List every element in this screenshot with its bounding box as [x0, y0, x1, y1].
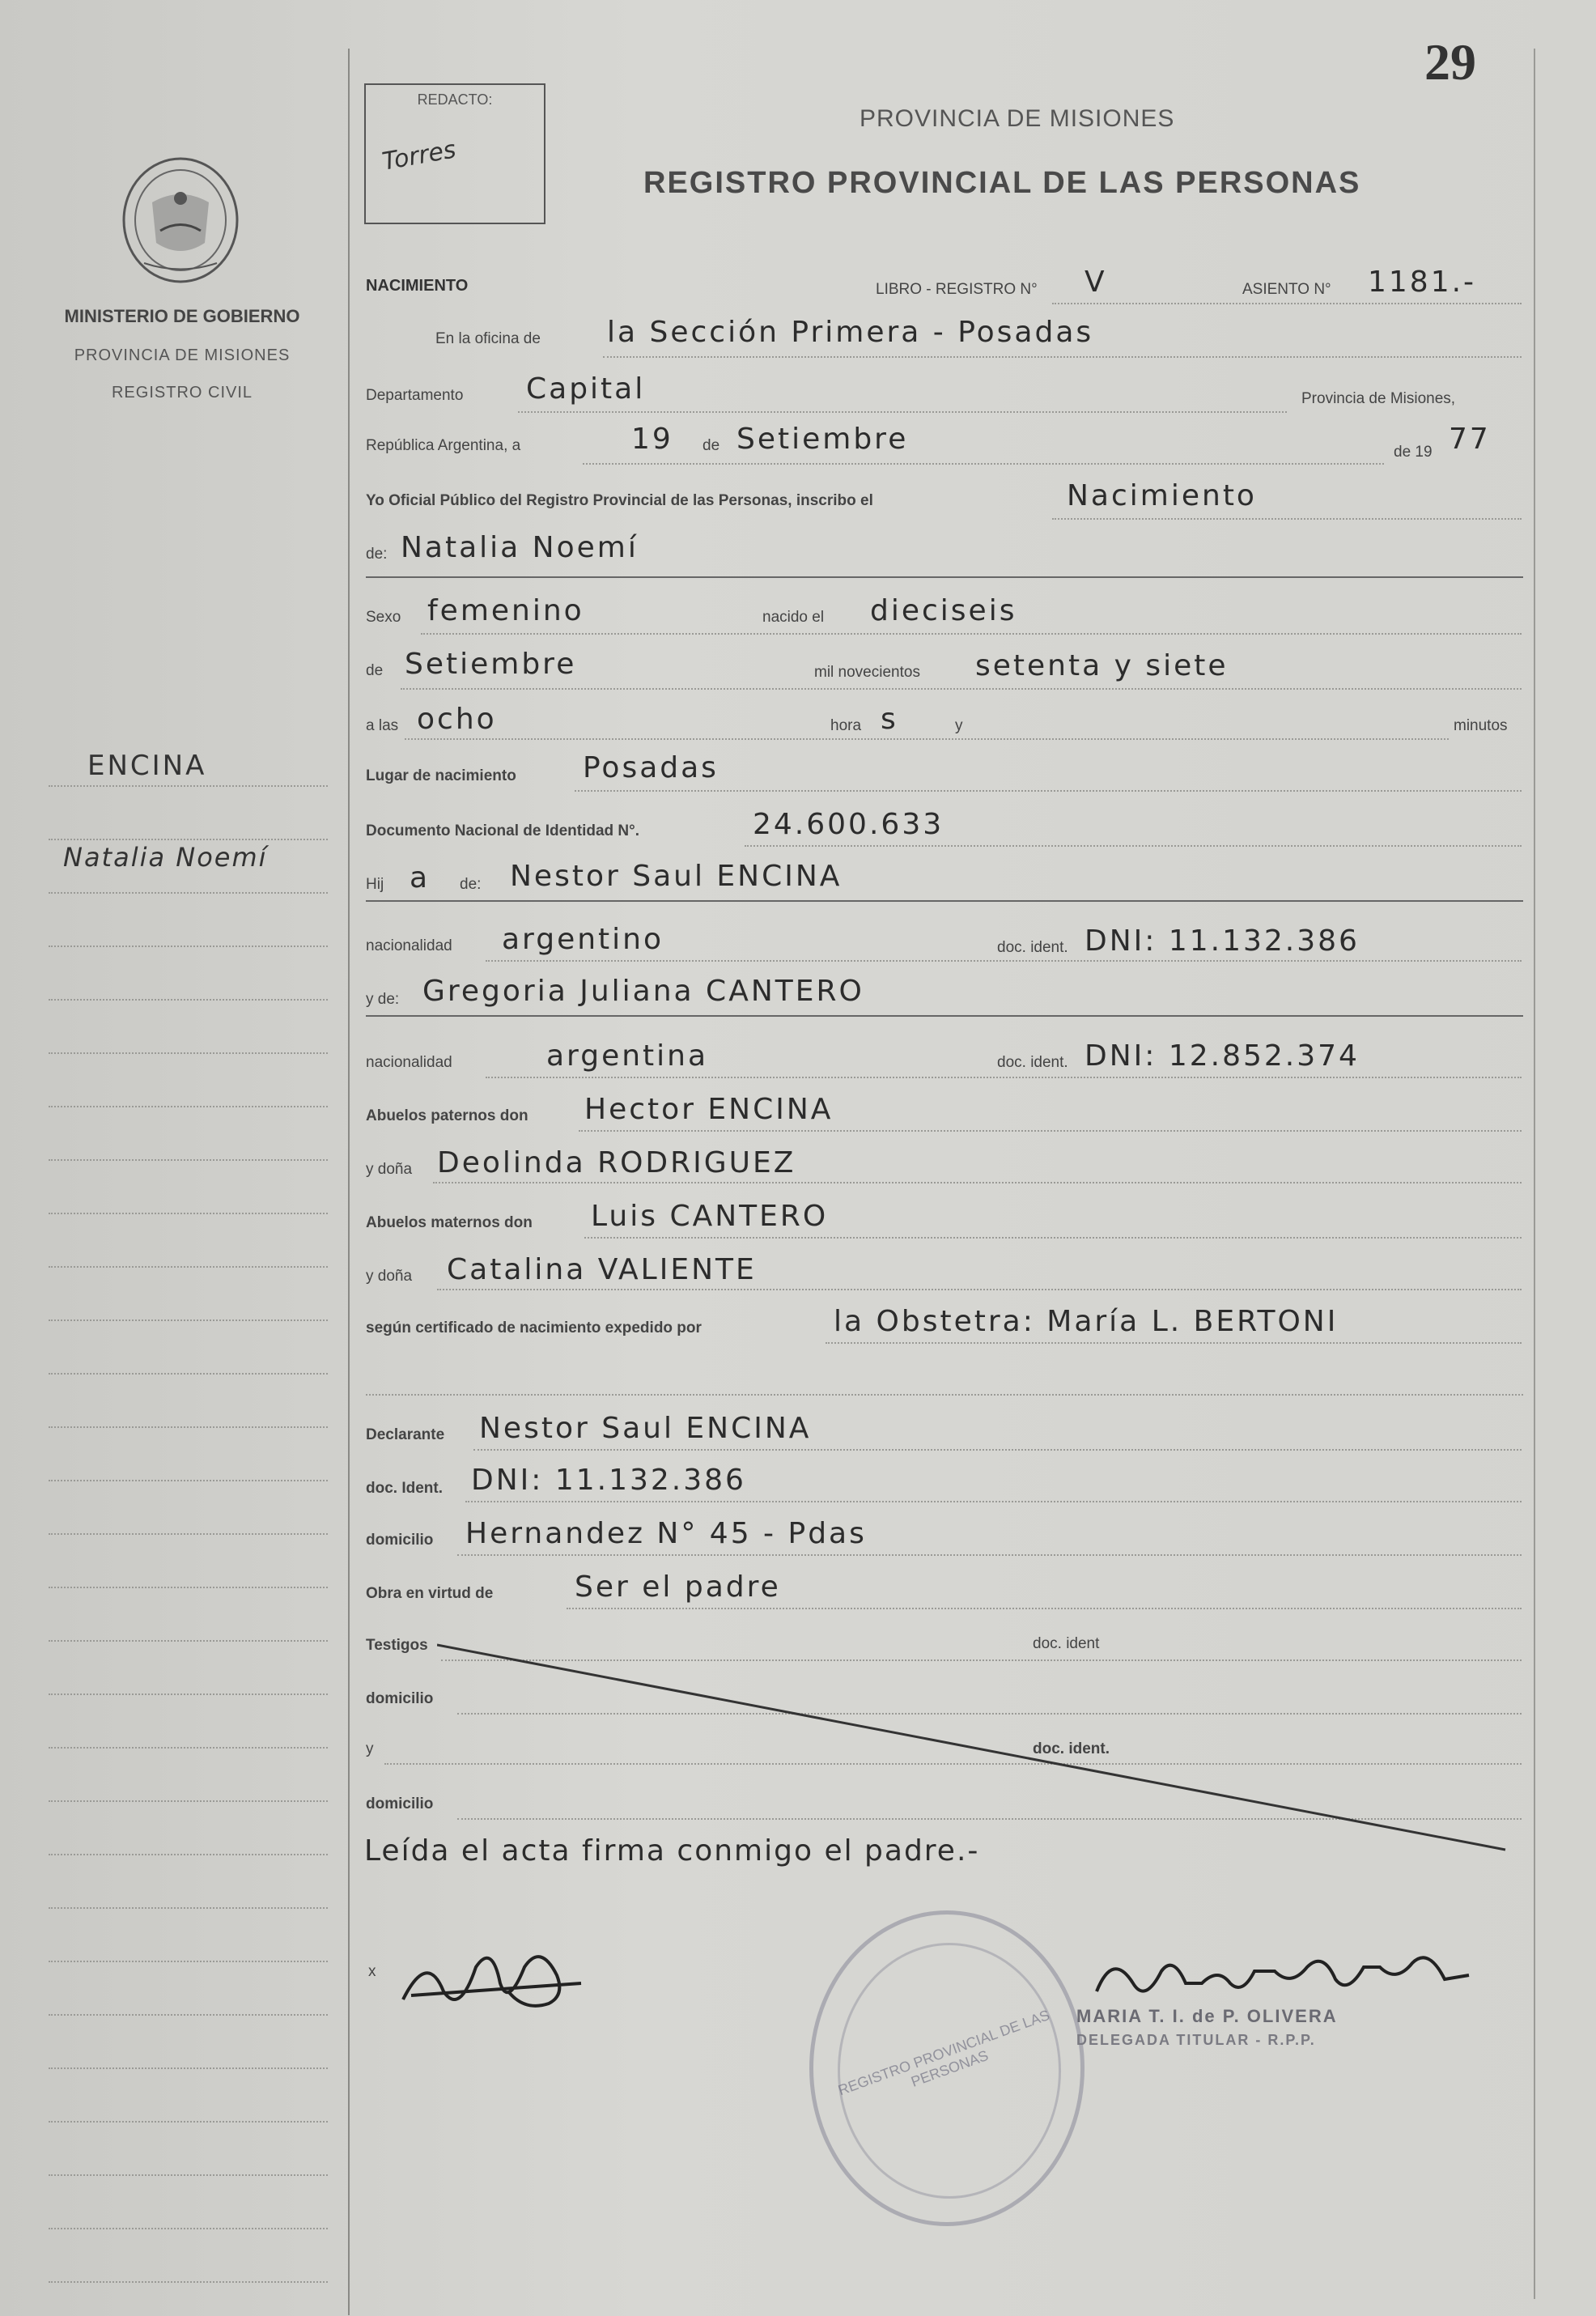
redacto-signature: Torres [380, 135, 459, 176]
child-of-de: de: [460, 876, 482, 893]
father-nationality-value: argentino [502, 923, 664, 956]
officer-title: DELEGADA TITULAR - R.P.P. [1076, 2032, 1316, 2048]
margin-ruled-line [49, 2014, 328, 2016]
born-month-label: de [366, 662, 384, 679]
paternal-grandfather-value: Hector ENCINA [584, 1093, 834, 1126]
margin-surname: ENCINA [87, 750, 207, 782]
margin-ruled-line [49, 1052, 328, 1054]
mother-value: Gregoria Juliana CANTERO [422, 975, 864, 1008]
asiento-label: ASIENTO N° [1242, 281, 1331, 298]
of-value: Natalia Noemí [401, 531, 639, 564]
child-of-gender: a [410, 861, 431, 895]
child-of-label: Hij [366, 876, 384, 893]
officer-statement: Yo Oficial Público del Registro Provincial de las Personas, inscribo el [366, 492, 873, 509]
father-doc-value: DNI: 11.132.386 [1085, 924, 1360, 958]
margin-ruled-line [49, 2067, 328, 2069]
witnesses-label: Testigos [366, 1637, 428, 1654]
republic-label: República Argentina, a [366, 437, 521, 454]
section-divider-father [366, 900, 1523, 902]
at-label: a las [366, 717, 399, 734]
born-month-value: Setiembre [405, 648, 577, 681]
closing-text: Leída el acta firma conmigo el padre.- [364, 1834, 980, 1868]
dni-label: Documento Nacional de Identidad N°. [366, 822, 640, 839]
libro-label: LIBRO - REGISTRO N° [876, 281, 1038, 298]
declarant-address-value: Hernandez N° 45 - Pdas [465, 1517, 867, 1550]
paternal-grandmother-value: Deolinda RODRIGUEZ [437, 1146, 796, 1179]
margin-ruled-line [49, 1480, 328, 1481]
month-value: Setiembre [736, 423, 909, 456]
sex-value: femenino [427, 594, 584, 627]
margin-ruled-line [49, 785, 328, 787]
margin-ruled-line [49, 2281, 328, 2283]
margin-given-names: Natalia Noemí [63, 842, 268, 873]
officer-name: MARIA T. I. de P. OLIVERA [1076, 2006, 1338, 2026]
hour-value: ocho [417, 703, 497, 736]
margin-ruled-line [49, 839, 328, 840]
margin-ruled-line [49, 1800, 328, 1802]
acting-value: Ser el padre [575, 1570, 781, 1604]
maternal-grandfather-value: Luis CANTERO [591, 1200, 829, 1233]
margin-ruled-line [49, 2174, 328, 2176]
witness-strikethrough [437, 1627, 1538, 1854]
margin-ruled-line [49, 1319, 328, 1321]
margin-ruled-line [49, 1587, 328, 1588]
declarant-doc-label: doc. Ident. [366, 1480, 443, 1497]
mother-nationality-label: nacionalidad [366, 1054, 452, 1071]
father-value: Nestor Saul ENCINA [510, 860, 843, 893]
declarant-doc-value: DNI: 11.132.386 [471, 1464, 746, 1497]
mother-doc-label: doc. ident. [997, 1054, 1068, 1071]
margin-ruled-line [49, 2121, 328, 2123]
paternal-grandparents-label: Abuelos paternos don [366, 1107, 528, 1124]
section-divider-mother [366, 1015, 1523, 1017]
margin-ruled-line [49, 1693, 328, 1695]
margin-ruled-line [49, 1961, 328, 1962]
margin-rule [348, 49, 350, 2315]
margin-ruled-line [49, 1213, 328, 1214]
dni-value: 24.600.633 [753, 808, 944, 841]
asiento-value: 1181.- [1368, 266, 1477, 299]
declarant-label: Declarante [366, 1426, 445, 1443]
margin-ruled-line [49, 1373, 328, 1375]
de-label: de [702, 437, 720, 454]
officer-statement-value: Nacimiento [1067, 479, 1257, 512]
acting-label: Obra en virtud de [366, 1585, 494, 1602]
margin-ruled-line [49, 1426, 328, 1428]
margin-ruled-line [49, 946, 328, 947]
margin-ruled-line [49, 1266, 328, 1268]
right-edge [1534, 49, 1535, 2299]
margin-ruled-line [49, 1854, 328, 1855]
paternal-grandmother-label: y doña [366, 1161, 413, 1178]
day-value: 19 [631, 423, 673, 456]
father-nationality-label: nacionalidad [366, 937, 452, 954]
department-value: Capital [526, 372, 646, 406]
margin-ruled-line [49, 1533, 328, 1535]
witness-doc-label: doc. ident [1033, 1635, 1100, 1652]
witness-address-label: domicilio [366, 1690, 434, 1707]
maternal-grandparents-label: Abuelos maternos don [366, 1214, 533, 1231]
left-province-label: PROVINCIA DE MISIONES [74, 346, 291, 364]
certificate-label: según certificado de nacimiento expedido por [366, 1319, 702, 1336]
birthplace-value: Posadas [583, 751, 719, 784]
witness-y-label: y [366, 1740, 374, 1757]
civil-registry-label: REGISTRO CIVIL [111, 384, 253, 402]
office-value: la Sección Primera - Posadas [607, 316, 1094, 349]
minutes-label: minutos [1454, 717, 1508, 734]
libro-value: V [1085, 266, 1107, 299]
section-divider [366, 576, 1523, 578]
witness2-doc-label: doc. ident. [1033, 1740, 1110, 1757]
hours-label: hora [830, 717, 862, 734]
born-label: nacido el [762, 609, 825, 626]
margin-ruled-line [49, 999, 328, 1001]
declarant-value: Nestor Saul ENCINA [479, 1412, 812, 1445]
header-province: PROVINCIA DE MISIONES [860, 105, 1175, 132]
margin-ruled-line [49, 1907, 328, 1909]
year-value: 77 [1449, 423, 1491, 456]
father-doc-label: doc. ident. [997, 939, 1068, 956]
official-stamp [809, 1910, 1085, 2226]
of-label: de: [366, 546, 388, 563]
born-day-value: dieciseis [870, 594, 1017, 627]
year-words-value: setenta y siete [975, 649, 1229, 682]
witness2-address-label: domicilio [366, 1795, 434, 1812]
coat-of-arms-seal-icon [120, 154, 241, 283]
margin-ruled-line [49, 1106, 328, 1107]
department-label: Departamento [366, 387, 464, 404]
margin-ruled-line [49, 1640, 328, 1642]
year-prefix: de 19 [1394, 444, 1433, 461]
mother-nationality-value: argentina [546, 1039, 709, 1073]
sex-label: Sexo [366, 609, 401, 626]
mother-doc-value: DNI: 12.852.374 [1085, 1039, 1360, 1073]
declarant-address-label: domicilio [366, 1532, 434, 1549]
province-suffix: Provincia de Misiones, [1301, 390, 1456, 407]
margin-ruled-line [49, 1159, 328, 1161]
margin-ruled-line [49, 892, 328, 894]
margin-ruled-line [49, 2228, 328, 2229]
mother-label: y de: [366, 991, 400, 1008]
mil-label: mil novecientos [814, 664, 920, 681]
stamp-text: REGISTRO PROVINCIAL DE LAS PERSONAS [835, 2006, 1052, 2099]
declarant-signature [395, 1935, 597, 2024]
header-registry: REGISTRO PROVINCIAL DE LAS PERSONAS [643, 166, 1361, 200]
sign-prefix: x [368, 1963, 376, 1980]
maternal-grandmother-label: y doña [366, 1268, 413, 1285]
ministry-label: MINISTERIO DE GOBIERNO [64, 306, 300, 326]
hours-suffix: s [881, 703, 898, 736]
redacto-box [364, 83, 545, 224]
page-number: 29 [1424, 33, 1476, 91]
certificate-value: la Obstetra: María L. BERTONI [834, 1305, 1339, 1338]
maternal-grandmother-value: Catalina VALIENTE [447, 1253, 757, 1286]
birthplace-label: Lugar de nacimiento [366, 767, 516, 784]
office-label: En la oficina de [435, 330, 541, 347]
margin-ruled-line [49, 1747, 328, 1749]
and-label: y [955, 717, 963, 734]
act-type-label: NACIMIENTO [366, 277, 469, 295]
redacto-label: REDACTO: [417, 91, 493, 108]
